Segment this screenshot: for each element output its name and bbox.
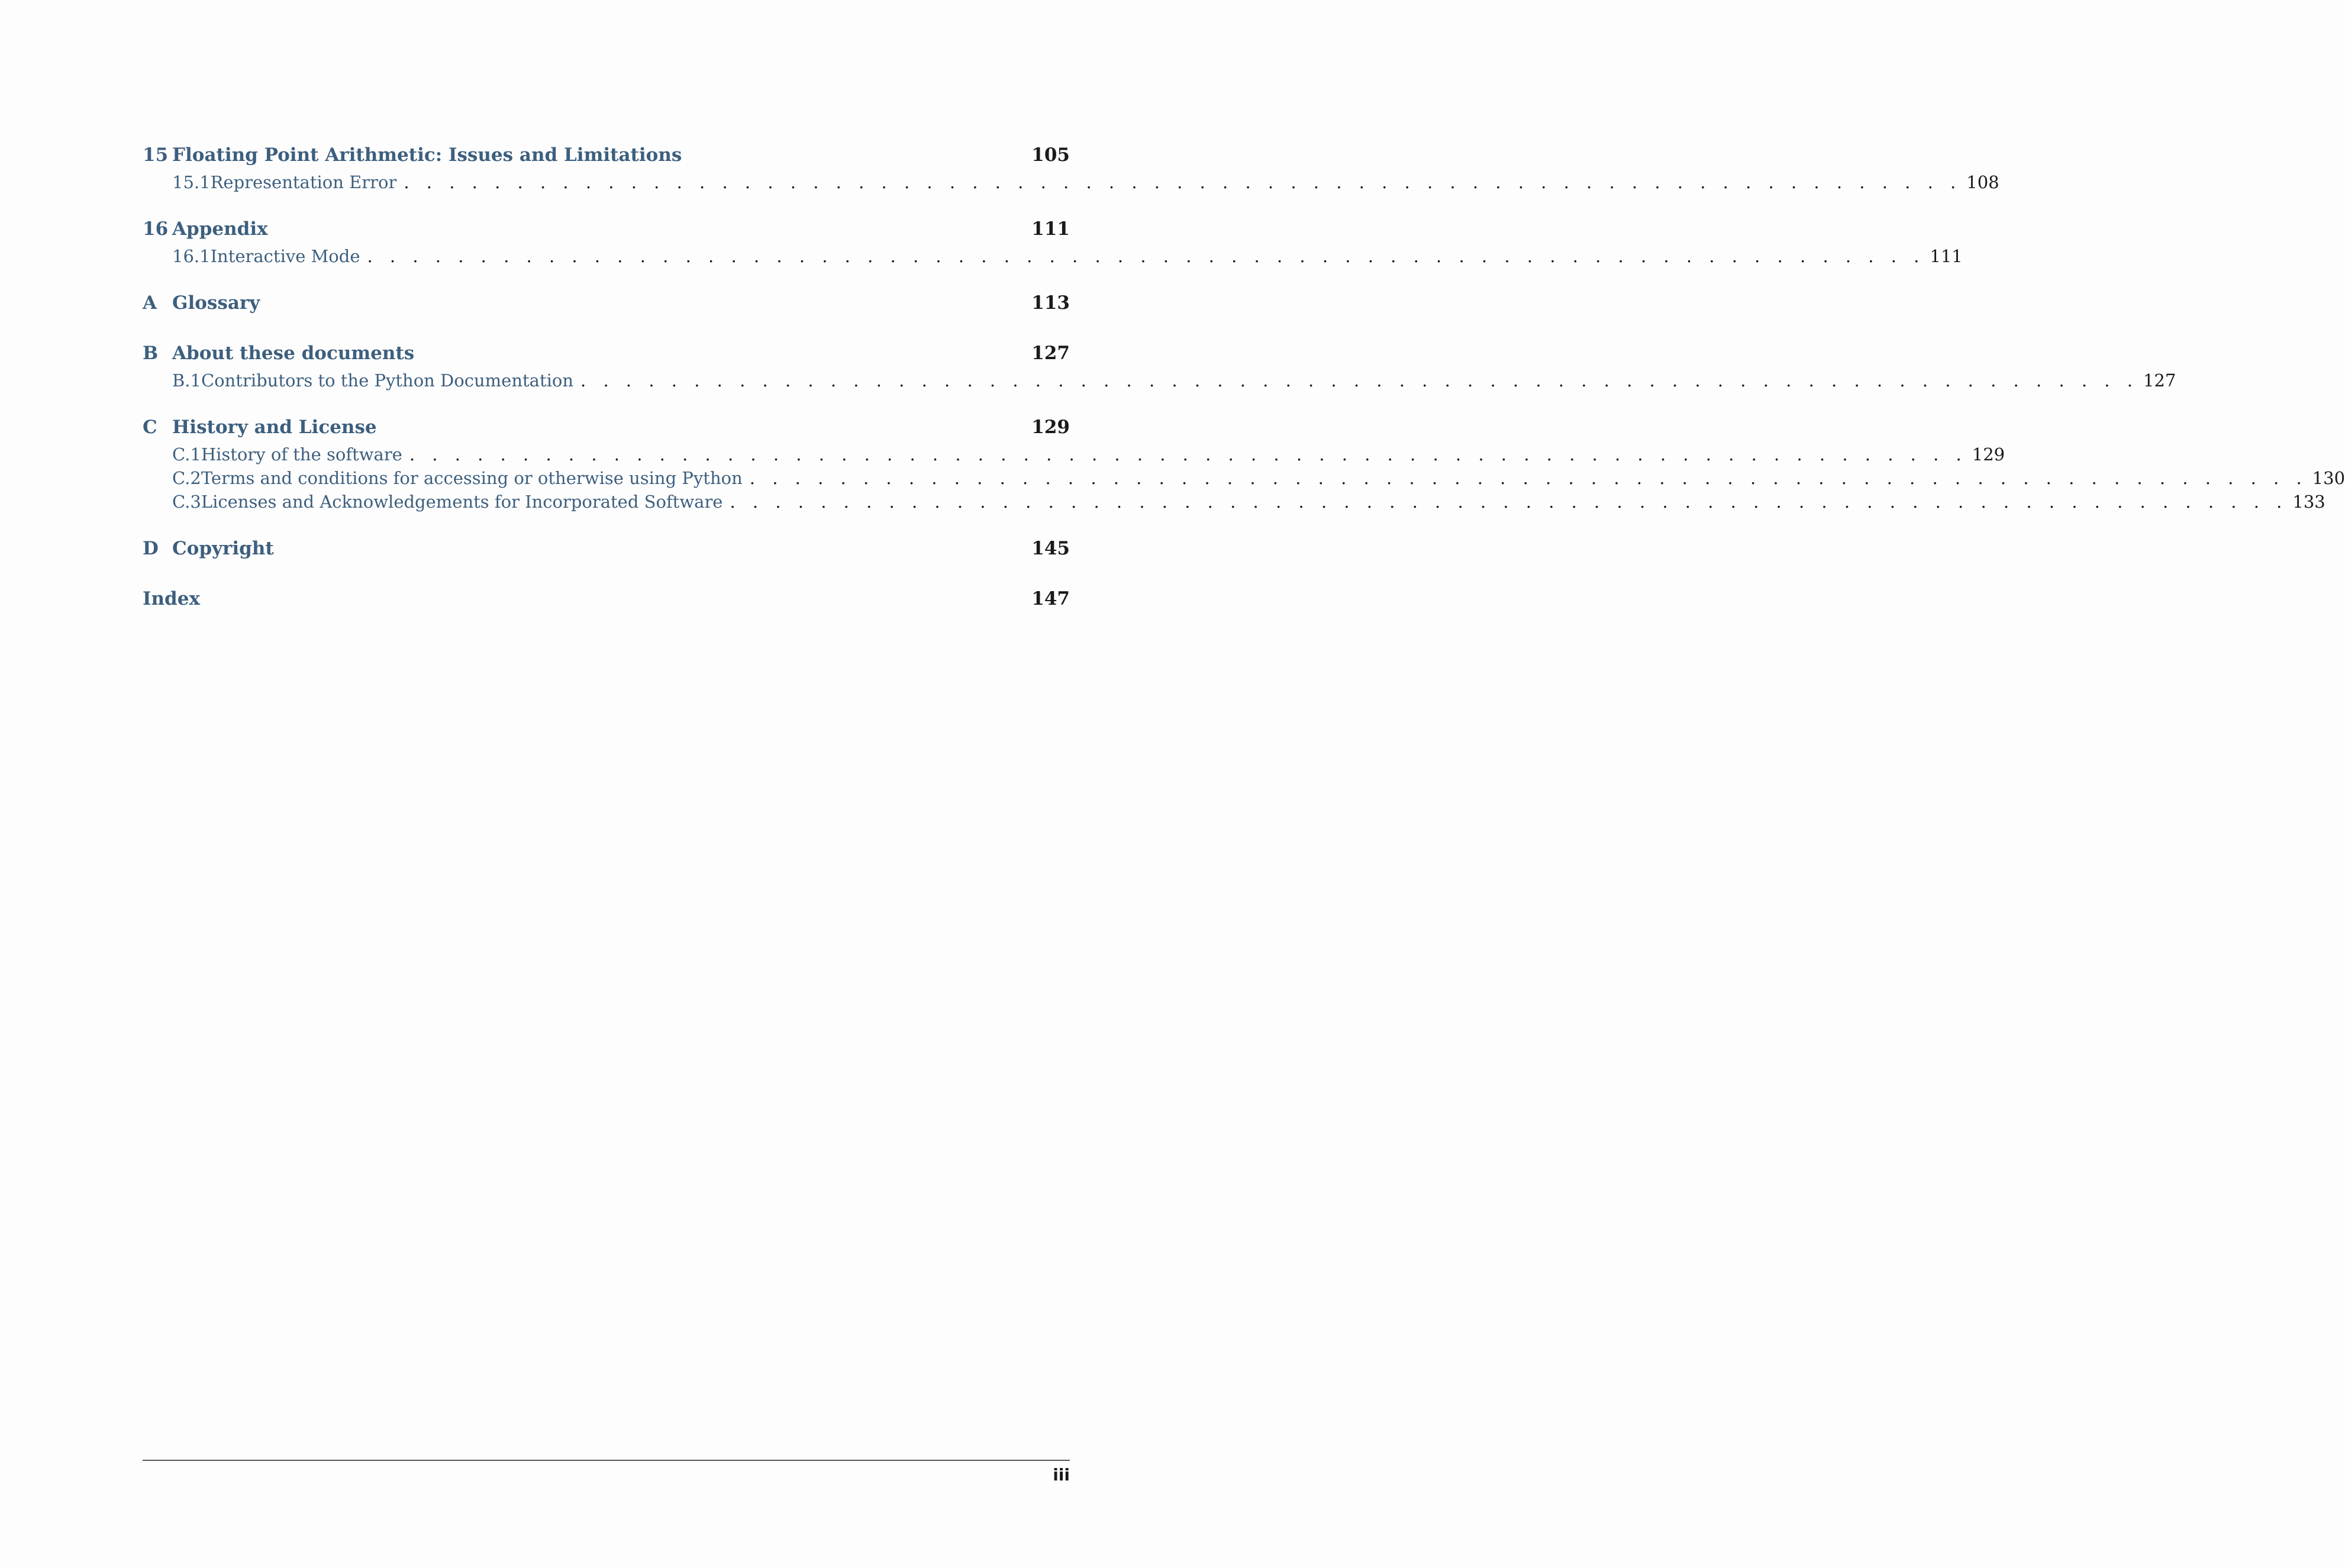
section-title-link[interactable]: Contributors to the Python Documentation	[201, 370, 574, 391]
toc-chapter-entry[interactable]	[143, 288, 1070, 318]
chapter-number: 16	[143, 218, 169, 240]
section-page-number: 130	[2312, 468, 2345, 488]
section-title-link[interactable]: Representation Error	[210, 172, 397, 192]
chapter-page-number: 129	[1031, 417, 1070, 438]
toc-chapter	[143, 533, 1070, 564]
section-title-link[interactable]: Licenses and Acknowledgements for Incorporated Software	[201, 492, 723, 512]
section-number: 15.1	[172, 172, 211, 192]
footer-rule	[143, 1460, 1070, 1461]
page-number-footer: iii	[1053, 1465, 1070, 1485]
chapter-title-link[interactable]: About these documents	[172, 343, 415, 364]
dot-leader: . . . . . . . . . . . . . . . . . . . . . . . . . . . . . . . . . . . . . . . . . . . . . . . . . . . . . . . . . . . . . . . . . . . . .	[367, 246, 1925, 266]
chapter-title-link[interactable]: Glossary	[172, 292, 260, 314]
chapter-title-link[interactable]: Appendix	[172, 218, 268, 240]
section-page-number: 129	[1972, 444, 2005, 464]
toc-section-entry[interactable]	[143, 490, 2325, 514]
section-number: 16.1	[172, 246, 211, 266]
dot-leader: . . . . . . . . . . . . . . . . . . . . . . . . . . . . . . . . . . . . . . . . . . . . . . . . . . . . . . . . . . . . . . . . . . . . .	[409, 444, 1967, 464]
toc-chapter	[143, 288, 1070, 318]
chapter-page-number: 105	[1031, 144, 1070, 166]
toc-chapter-entry[interactable]	[143, 583, 1070, 614]
chapter-title-link[interactable]: Index	[143, 588, 200, 609]
chapter-number: C	[143, 417, 157, 438]
chapter-title-link[interactable]: History and License	[172, 417, 377, 438]
toc-chapter-entry[interactable]	[143, 214, 1070, 244]
chapter-number: D	[143, 538, 159, 559]
section-title-link[interactable]: History of the software	[201, 444, 402, 464]
chapter-title-link[interactable]: Floating Point Arithmetic: Issues and Limitations	[172, 144, 682, 166]
toc-chapter-entry[interactable]	[143, 140, 1070, 170]
table-of-contents	[143, 140, 2345, 634]
toc-chapter	[143, 140, 1999, 194]
chapter-page-number: 111	[1031, 218, 1070, 240]
chapter-page-number: 145	[1031, 538, 1070, 559]
toc-section-entry[interactable]	[143, 244, 1963, 268]
chapter-number: B	[143, 343, 159, 364]
chapter-number: 15	[143, 144, 169, 166]
section-number: C.1	[172, 444, 201, 464]
toc-chapter-entry[interactable]	[143, 338, 1070, 369]
toc-section-entry[interactable]	[143, 170, 1999, 194]
dot-leader: . . . . . . . . . . . . . . . . . . . . . . . . . . . . . . . . . . . . . . . . . . . . . . . . . . . . . . . . . . . . . . . . . . . . .	[749, 468, 2308, 488]
section-number: C.2	[172, 468, 201, 488]
dot-leader: . . . . . . . . . . . . . . . . . . . . . . . . . . . . . . . . . . . . . . . . . . . . . . . . . . . . . . . . . . . . . . . . . . . . .	[580, 370, 2138, 391]
toc-chapter-entry[interactable]	[143, 533, 1070, 564]
dot-leader: . . . . . . . . . . . . . . . . . . . . . . . . . . . . . . . . . . . . . . . . . . . . . . . . . . . . . . . . . . . . . . . . . . . . .	[404, 172, 1962, 192]
toc-chapter-entry[interactable]	[143, 412, 1070, 443]
chapter-page-number: 127	[1031, 343, 1070, 364]
toc-chapter	[143, 338, 2176, 392]
toc-section-entry[interactable]	[143, 443, 2005, 466]
section-number: C.3	[172, 492, 201, 512]
section-page-number: 127	[2143, 370, 2176, 391]
dot-leader: . . . . . . . . . . . . . . . . . . . . . . . . . . . . . . . . . . . . . . . . . . . . . . . . . . . . . . . . . . . . . . . . . . . . .	[730, 492, 2288, 512]
chapter-page-number: 113	[1031, 292, 1070, 314]
section-number: B.1	[172, 370, 201, 391]
toc-section-entry[interactable]	[143, 369, 2176, 392]
chapter-number: A	[143, 292, 157, 314]
section-title-link[interactable]: Terms and conditions for accessing or otherwise using Python	[201, 468, 743, 488]
toc-chapter	[143, 412, 2345, 514]
toc-chapter	[143, 214, 1963, 268]
section-page-number: 108	[1966, 172, 1999, 192]
toc-section-entry[interactable]	[143, 466, 2345, 490]
section-page-number: 111	[1930, 246, 1963, 266]
chapter-title-link[interactable]: Copyright	[172, 538, 274, 559]
toc-chapter	[143, 583, 1070, 614]
section-title-link[interactable]: Interactive Mode	[210, 246, 360, 266]
section-page-number: 133	[2292, 492, 2325, 512]
chapter-page-number: 147	[1031, 588, 1070, 609]
